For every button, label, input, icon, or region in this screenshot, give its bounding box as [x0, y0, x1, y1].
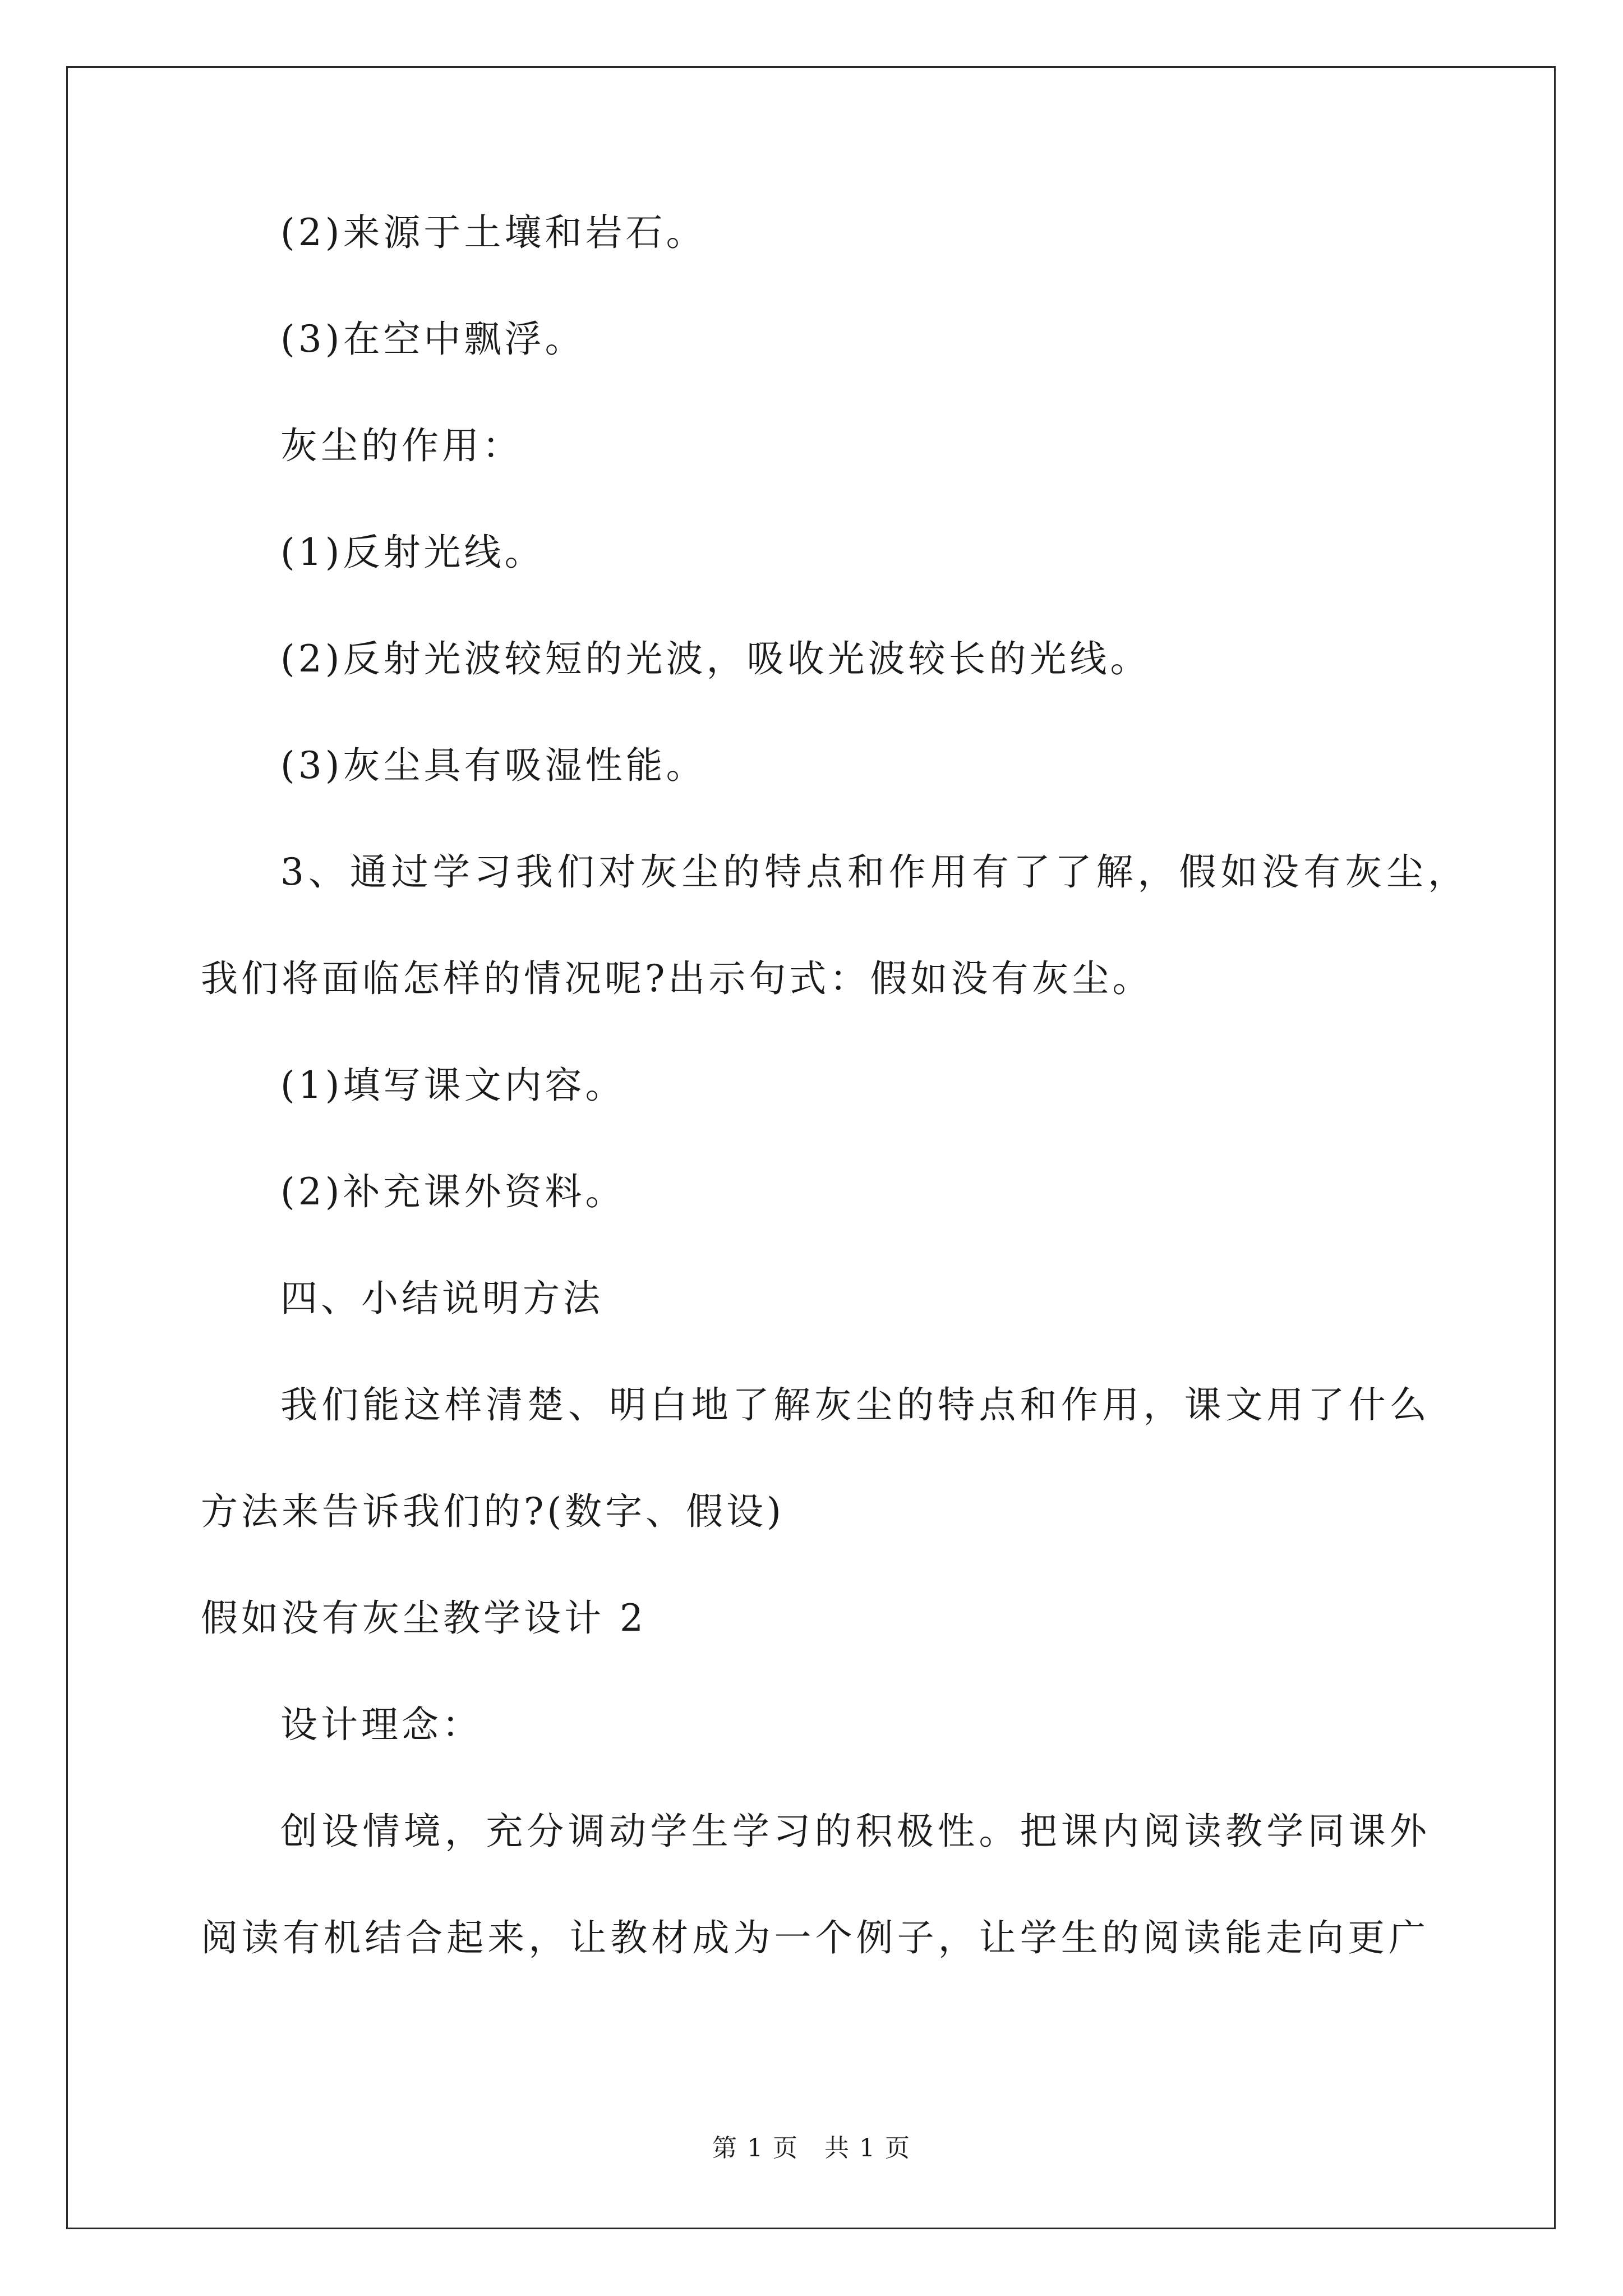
section-heading: 四、小结说明方法 — [280, 1277, 603, 1320]
paragraph-line: (1)填写课文内容。 — [280, 1064, 626, 1107]
paragraph-line: 阅读有机结合起来，让教材成为一个例子，让学生的阅读能走向更广 — [201, 1916, 1429, 1959]
paragraph-line: (2)反射光波较短的光波，吸收光波较长的光线。 — [280, 637, 1151, 680]
document-subtitle: 假如没有灰尘教学设计 2 — [201, 1596, 647, 1640]
page-footer: 第 1 页 共 1 页 — [712, 2134, 911, 2162]
paragraph-line: 3、通过学习我们对灰尘的特点和作用有了了解，假如没有灰尘， — [280, 850, 1468, 894]
paragraph-line: 灰尘的作用： — [280, 424, 523, 467]
paragraph-line: 我们将面临怎样的情况呢?出示句式：假如没有灰尘。 — [201, 957, 1153, 1000]
paragraph-line: (3)在空中飘浮。 — [280, 318, 585, 361]
page-border — [66, 66, 1556, 2229]
paragraph-line: (2)来源于土壤和岩石。 — [280, 211, 707, 254]
paragraph-line: 设计理念： — [280, 1703, 482, 1746]
paragraph-line: 我们能这样清楚、明白地了解灰尘的特点和作用，课文用了什么 — [280, 1383, 1430, 1427]
paragraph-line: 方法来告诉我们的?(数字、假设) — [201, 1490, 785, 1533]
paragraph-line: (2)补充课外资料。 — [280, 1170, 626, 1213]
paragraph-line: (3)灰尘具有吸湿性能。 — [280, 744, 707, 787]
paragraph-line: 创设情境，充分调动学生学习的积极性。把课内阅读教学同课外 — [280, 1810, 1430, 1853]
paragraph-line: (1)反射光线。 — [280, 531, 545, 574]
